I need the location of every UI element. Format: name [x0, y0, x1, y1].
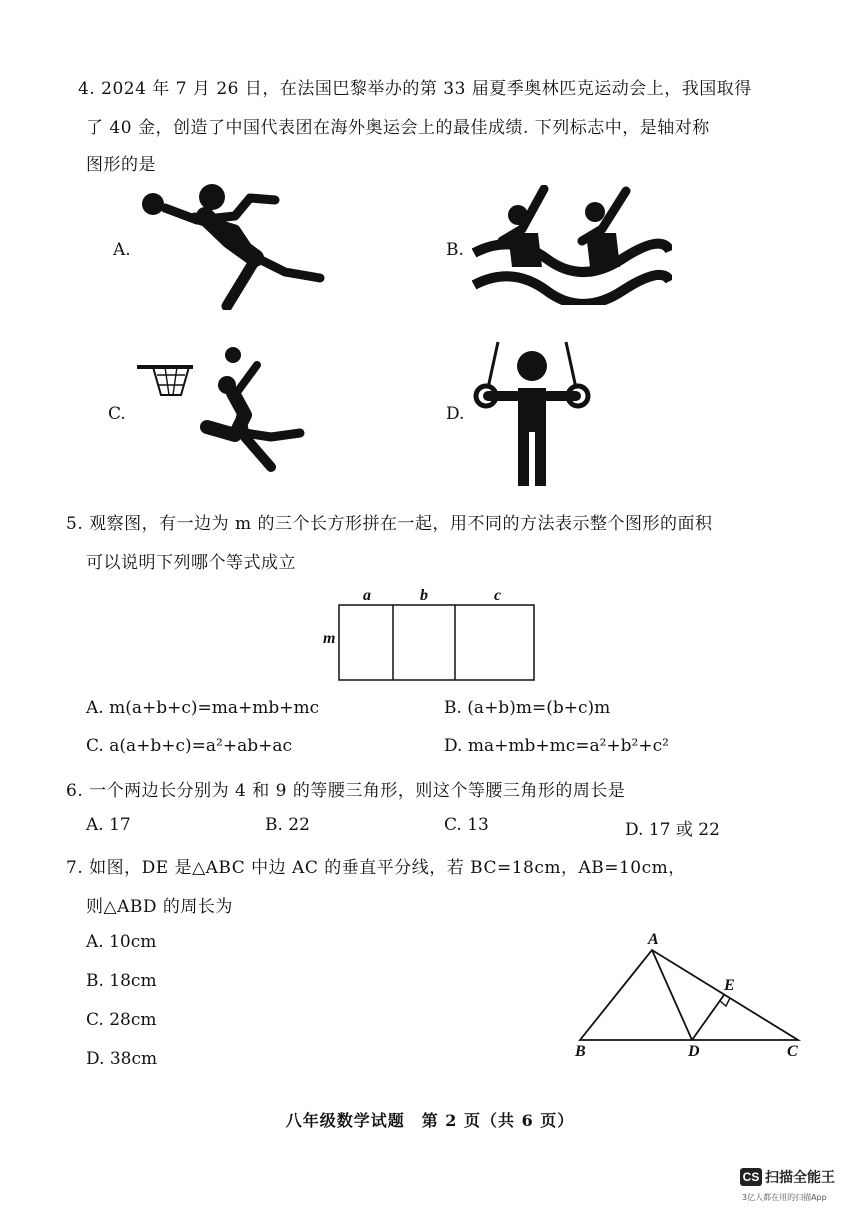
q4-option-c-label: C. [108, 404, 126, 424]
q6-option-a: A. 17 [86, 815, 131, 835]
q4-option-a-label: A. [113, 240, 131, 260]
q6-option-d: D. 17 或 22 [625, 820, 720, 840]
water-polo-icon [472, 185, 672, 305]
point-a-label: A [648, 931, 659, 948]
volleyball-player-icon [135, 180, 330, 310]
figure-top-label-a: a [363, 587, 371, 604]
figure-side-label-m: m [323, 630, 336, 647]
q4-line-3: 图形的是 [86, 155, 156, 175]
scanner-name: 扫描全能王 [765, 1169, 835, 1186]
q7-line-1: 7. 如图，DE 是△ABC 中边 AC 的垂直平分线，若 BC=18cm，AB=10cm， [66, 858, 686, 878]
q7-option-b: B. 18cm [86, 971, 157, 991]
q5-line-1: 5. 观察图，有一边为 m 的三个长方形拼在一起，用不同的方法表示整个图形的面积 [66, 514, 713, 534]
point-d-label: D [688, 1043, 700, 1060]
q6-option-b: B. 22 [265, 815, 310, 835]
q4-option-d-label: D. [446, 404, 465, 424]
q4-line-1: 4. 2024 年 7 月 26 日，在法国巴黎举办的第 33 届夏季奥林匹克运动会上，我国取得 [78, 79, 752, 99]
point-e-label: E [724, 977, 735, 994]
q5-option-b: B. (a+b)m=(b+c)m [444, 698, 611, 718]
q4-option-b-label: B. [446, 240, 464, 260]
q5-option-c: C. a(a+b+c)=a²+ab+ac [86, 736, 292, 756]
scanner-tagline: 3亿人都在用的扫描App [742, 1193, 827, 1202]
triangle-figure [570, 930, 810, 1060]
basketball-player-icon [135, 345, 310, 475]
scanner-logo [740, 1166, 835, 1187]
q5-option-a: A. m(a+b+c)=ma+mb+mc [86, 698, 320, 718]
figure-top-label-b: b [420, 587, 428, 604]
page-footer: 八年级数学试题 第 2 页（共 6 页） [285, 1111, 575, 1130]
q7-option-a: A. 10cm [86, 932, 157, 952]
q7-option-d: D. 38cm [86, 1049, 158, 1069]
q7-line-2: 则△ABD 的周长为 [86, 897, 233, 917]
q5-line-2: 可以说明下列哪个等式成立 [86, 553, 296, 573]
point-c-label: C [787, 1043, 798, 1060]
q7-option-c: C. 28cm [86, 1010, 157, 1030]
q5-option-d: D. ma+mb+mc=a²+b²+c² [444, 736, 669, 756]
rectangles-figure [318, 585, 548, 685]
gymnastics-rings-icon [468, 340, 598, 490]
q6-option-c: C. 13 [444, 815, 489, 835]
scanner-badge: CS [740, 1168, 762, 1186]
q4-line-2: 了 40 金，创造了中国代表团在海外奥运会上的最佳成绩. 下列标志中，是轴对称 [86, 118, 710, 138]
q6-line-1: 6. 一个两边长分别为 4 和 9 的等腰三角形，则这个等腰三角形的周长是 [66, 781, 626, 801]
point-b-label: B [575, 1043, 586, 1060]
figure-top-label-c: c [494, 587, 502, 604]
